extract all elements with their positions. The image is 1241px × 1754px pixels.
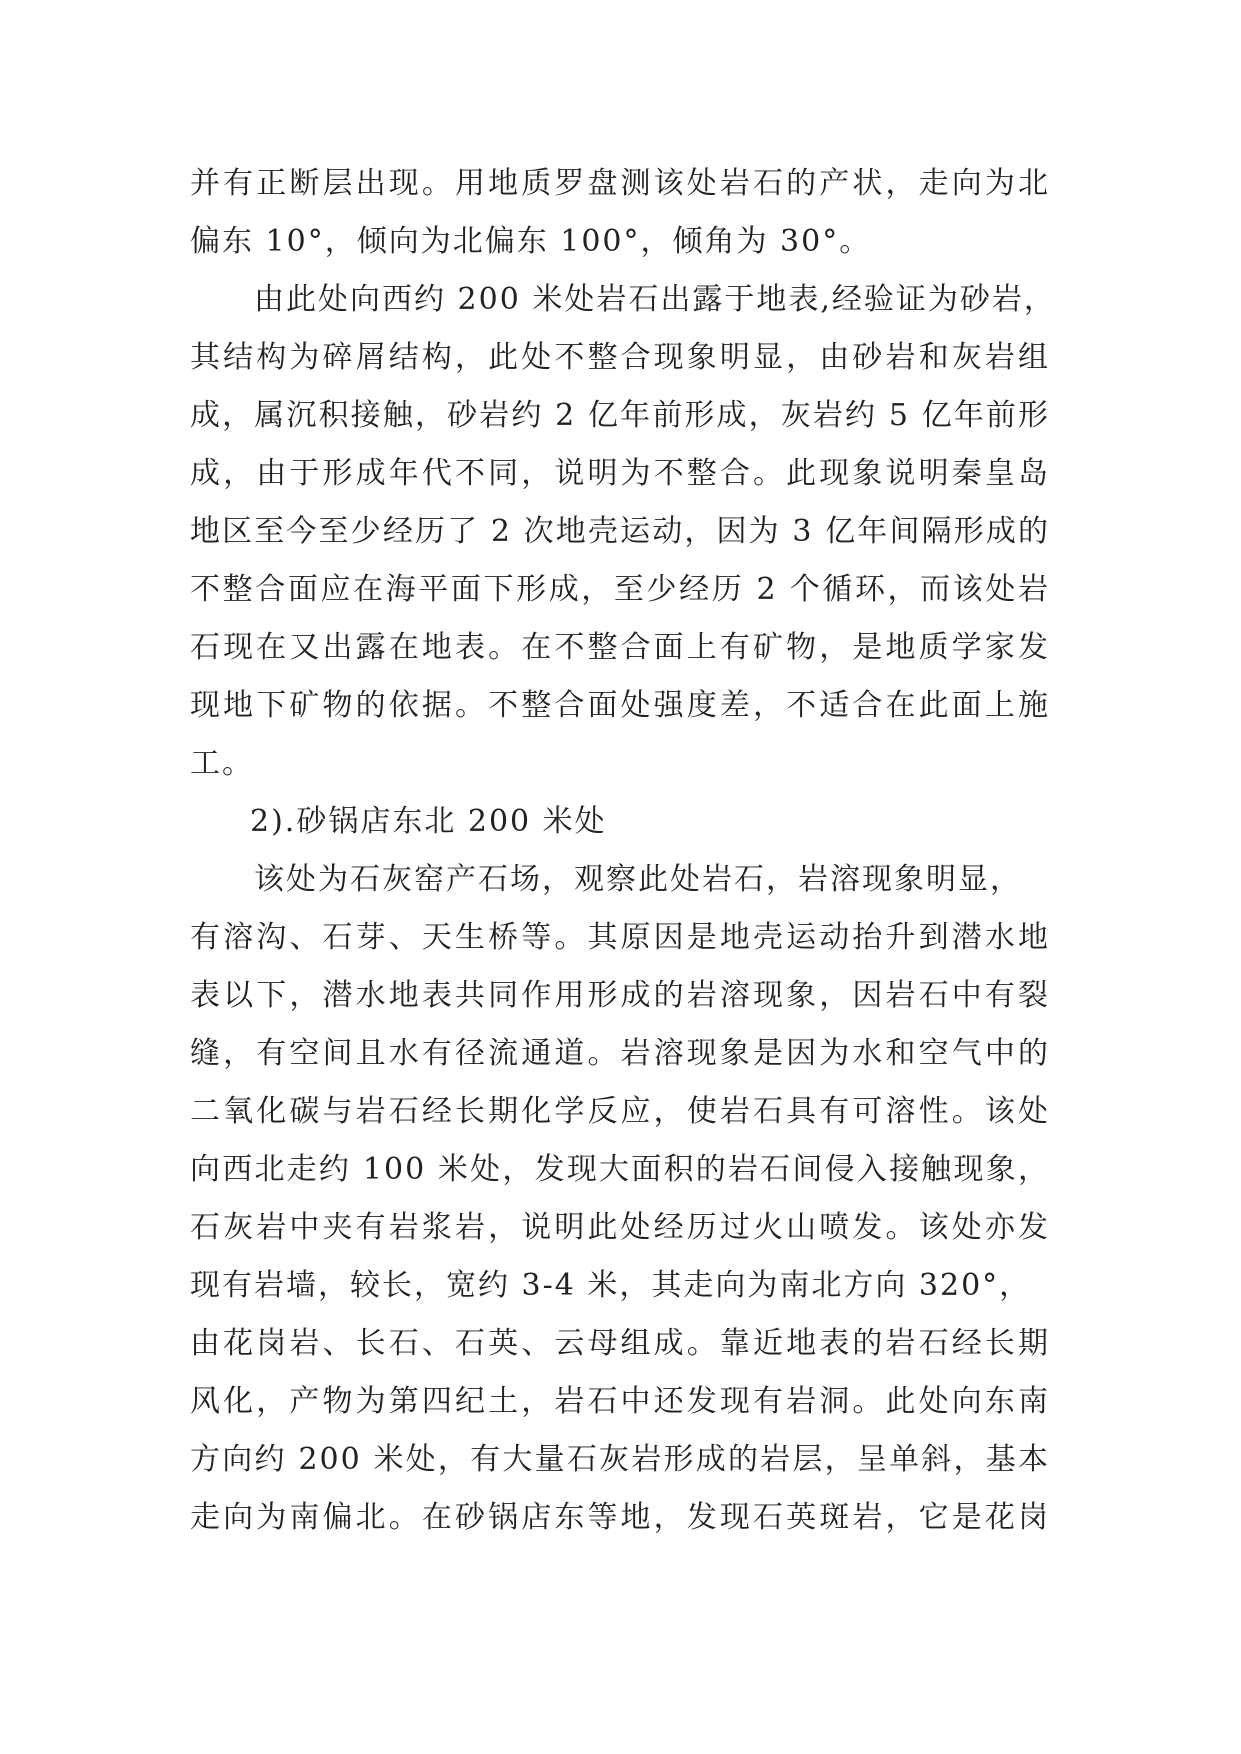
text-line: 有溶沟、石芽、天生桥等。其原因是地壳运动抬升到潜水地: [190, 920, 1050, 955]
text-line: 偏东 10°，倾向为北偏东 100°，倾角为 30°。: [190, 224, 872, 259]
text-line: 石灰岩中夹有岩浆岩，说明此处经历过火山喷发。该处亦发: [190, 1210, 1050, 1245]
text-line: 风化，产物为第四纪土，岩石中还发现有岩洞。此处向东南: [190, 1384, 1050, 1419]
text-line: 缝，有空间且水有径流通道。岩溶现象是因为水和空气中的: [190, 1036, 1050, 1071]
text-line: 向西北走约 100 米处，发现大面积的岩石间侵入接触现象，: [190, 1152, 1050, 1187]
text-line: 现地下矿物的依据。不整合面处强度差，不适合在此面上施: [190, 688, 1050, 723]
text-line: 现有岩墙，较长，宽约 3-4 米，其走向为南北方向 320°，: [190, 1268, 1032, 1303]
text-line: 由此处向西约 200 米处岩石出露于地表,经验证为砂岩，: [254, 282, 1056, 317]
text-line: 表以下，潜水地表共同作用形成的岩溶现象，因岩石中有裂: [190, 978, 1050, 1013]
text-line: 成，属沉积接触，砂岩约 2 亿年前形成，灰岩约 5 亿年前形: [190, 398, 1050, 433]
text-line: 走向为南偏北。在砂锅店东等地，发现石英斑岩，它是花岗: [190, 1500, 1050, 1535]
section-heading: 2).砂锅店东北 200 米处: [250, 804, 607, 839]
text-line: 石现在又出露在地表。在不整合面上有矿物，是地质学家发: [190, 630, 1050, 665]
text-line: 并有正断层出现。用地质罗盘测该处岩石的产状，走向为北: [190, 166, 1050, 201]
text-line: 成，由于形成年代不同，说明为不整合。此现象说明秦皇岛: [190, 456, 1050, 491]
text-line: 由花岗岩、长石、石英、云母组成。靠近地表的岩石经长期: [190, 1326, 1050, 1361]
text-line: 工。: [190, 746, 254, 781]
text-line: 不整合面应在海平面下形成，至少经历 2 个循环，而该处岩: [190, 572, 1050, 607]
text-line: 地区至今至少经历了 2 次地壳运动，因为 3 亿年间隔形成的: [190, 514, 1050, 549]
document-body: [190, 155, 1056, 1547]
text-line: 该处为石灰窑产石场，观察此处岩石，岩溶现象明显，: [254, 862, 1022, 897]
text-line: 二氧化碳与岩石经长期化学反应，使岩石具有可溶性。该处: [190, 1094, 1050, 1129]
text-line: 方向约 200 米处，有大量石灰岩形成的岩层，呈单斜，基本: [190, 1442, 1050, 1477]
text-line: 其结构为碎屑结构，此处不整合现象明显，由砂岩和灰岩组: [190, 340, 1050, 375]
